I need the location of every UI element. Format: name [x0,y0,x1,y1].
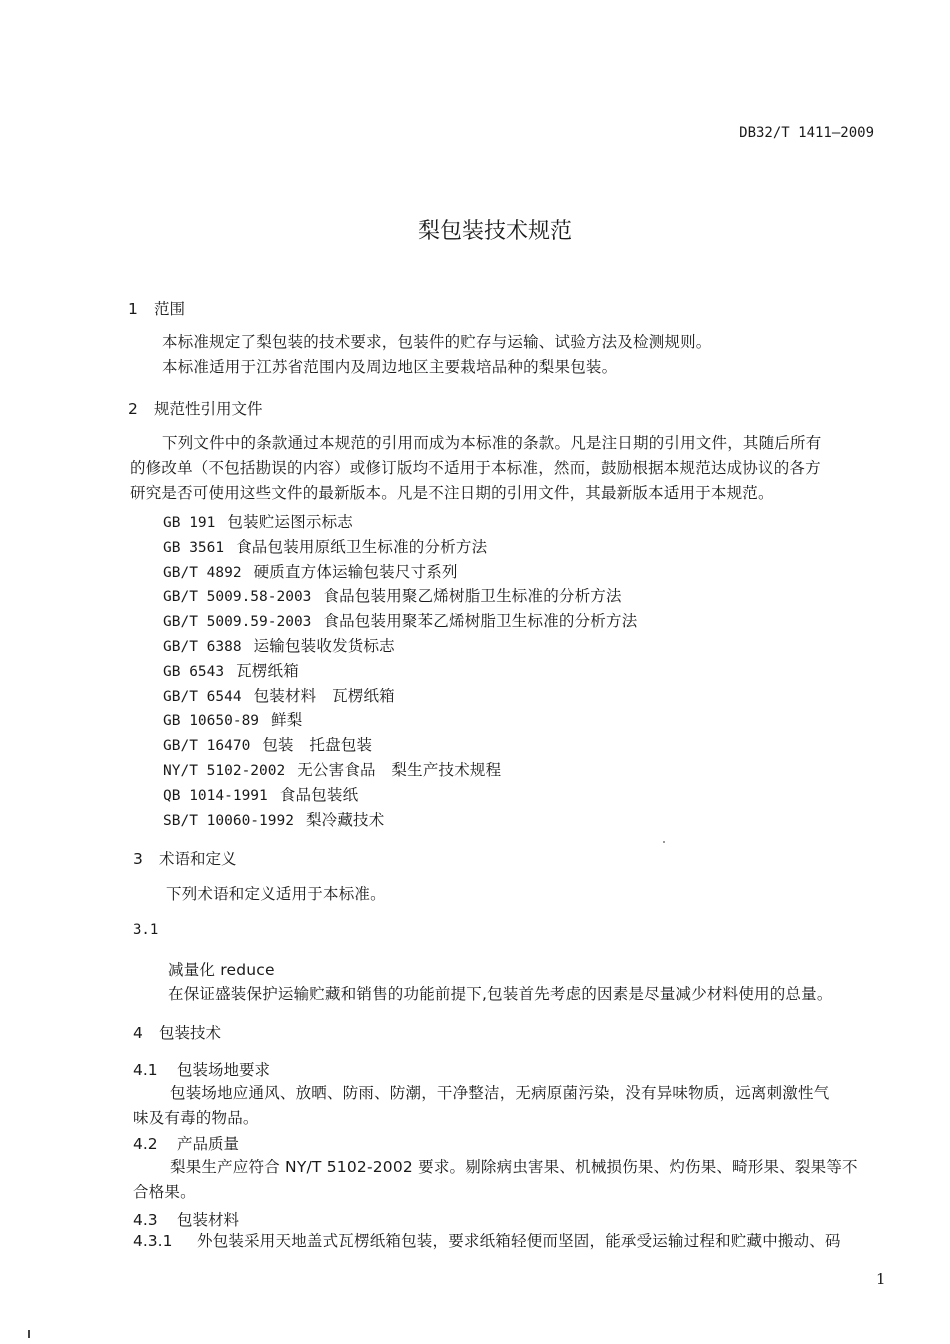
reference-item [163,510,353,532]
reference-item [163,560,458,582]
reference-title: 食品包装用原纸卫生标准的分析方法 [236,537,488,556]
subsection-4-2-heading [133,1132,239,1154]
reference-code: GB/T 16470 [163,738,251,755]
subsection-4-3-1 [133,1229,841,1251]
reference-title: 梨冷藏技术 [305,810,385,829]
reference-code: GB 6543 [163,663,225,680]
reference-item [163,535,487,557]
section-number: 1 [128,300,138,318]
section-number: 4 [133,1024,143,1042]
reference-item [163,708,302,730]
subsection-number: 4.3 [133,1211,158,1229]
section-number: 3 [133,850,143,868]
page-number: 1 [876,1270,886,1288]
reference-code: GB/T 6544 [163,688,242,705]
reference-code: GB/T 6388 [163,639,242,655]
subsection-number: 4.1 [133,1061,158,1079]
subsection-title: 产品质量 [177,1135,240,1153]
paragraph: 本标准规定了梨包装的技术要求，包装件的贮存与运输、试验方法及检测规则。 [162,333,712,351]
page-title: 梨包装技术规范 [417,219,572,244]
section-title: 范围 [154,300,186,318]
reference-title: 瓦楞纸箱 [236,661,299,680]
reference-item [163,808,384,830]
reference-code: GB/T 5009.59-2003 [163,614,312,631]
reference-item [163,684,395,706]
paragraph: 本标准适用于江苏省范围内及周边地区主要栽培品种的梨果包装。 [162,358,618,376]
subsection-number: 4.3.1 [133,1232,173,1250]
reference-title: 食品包装纸 [279,785,359,804]
subsection-number: 4.2 [133,1135,158,1153]
reference-code: GB 191 [163,515,216,531]
subsection-title: 包装场地要求 [177,1061,271,1079]
section-title: 规范性引用文件 [154,400,263,418]
paragraph: 下列术语和定义适用于本标准。 [166,885,386,903]
reference-code: GB 3561 [163,539,225,556]
reference-title: 食品包装用聚苯乙烯树脂卫生标准的分析方法 [323,612,638,631]
section-2-heading [128,397,263,419]
reference-item [163,659,299,681]
reference-item [163,609,637,631]
reference-code: QB 1014-1991 [163,787,268,804]
reference-item [163,634,395,656]
subsection-number: 3.1 [133,922,159,938]
reference-title: 硬质直方体运输包装尺寸系列 [253,562,458,581]
standard-code: DB32/T 1411—2009 [739,125,874,141]
paragraph: 合格果。 [133,1183,196,1201]
reference-item [163,584,622,606]
paragraph: 外包装采用天地盖式瓦楞纸箱包装，要求纸箱轻便而坚固，能承受运输过程和贮藏中搬动、码 [197,1232,841,1250]
paragraph: 下列文件中的条款通过本规范的引用而成为本标准的条款。凡是注日期的引用文件，其随后所有 [162,434,822,452]
term: 减量化 reduce [168,961,275,979]
paragraph: 包装场地应通风、放晒、防雨、防潮，干净整洁，无病原菌污染，没有异味物质，远离刺激性气 [170,1084,830,1102]
subsection-title: 包装材料 [177,1211,240,1229]
reference-code: GB 10650-89 [163,713,260,730]
reference-item [163,783,358,805]
reference-code: SB/T 10060-1992 [163,812,294,829]
reference-title: 包装材料 瓦楞纸箱 [253,686,395,705]
section-title: 包装技术 [159,1024,222,1042]
section-title: 术语和定义 [159,850,237,868]
paragraph: 的修改单（不包括勘误的内容）或修订版均不适用于本标准，然而，鼓励根据本规范达成协议的各方 [130,459,821,477]
reference-item [163,758,501,780]
reference-code: GB/T 4892 [163,564,242,581]
reference-title: 包装贮运图示标志 [227,513,353,531]
paragraph: 味及有毒的物品。 [133,1109,259,1127]
scan-artifact [28,1330,30,1338]
reference-code: NY/T 5102-2002 [163,763,286,779]
subsection-4-3-heading [133,1208,239,1230]
term-definition: 在保证盛装保护运输贮藏和销售的功能前提下,包装首先考虑的因素是尽量减少材料使用的总量。 [168,985,833,1003]
paragraph: 梨果生产应符合 NY/T 5102-2002 要求。剔除病虫害果、机械损伤果、灼伤果、畸形果、裂果等不 [170,1158,858,1176]
reference-title: 包装 托盘包装 [262,736,373,755]
section-1-heading [128,297,185,319]
reference-item [163,733,372,755]
reference-title: 食品包装用聚乙烯树脂卫生标准的分析方法 [323,587,622,606]
paragraph: 研究是否可使用这些文件的最新版本。凡是不注日期的引用文件，其最新版本适用于本规范。 [130,484,774,502]
reference-title: 运输包装收发货标志 [253,637,395,655]
section-4-heading [133,1021,221,1043]
section-number: 2 [128,400,138,418]
scan-artifact [663,841,665,843]
subsection-4-1-heading [133,1058,270,1080]
section-3-heading [133,847,237,869]
reference-title: 无公害食品 梨生产技术规程 [297,761,502,779]
reference-title: 鲜梨 [271,711,303,730]
reference-code: GB/T 5009.58-2003 [163,589,312,606]
